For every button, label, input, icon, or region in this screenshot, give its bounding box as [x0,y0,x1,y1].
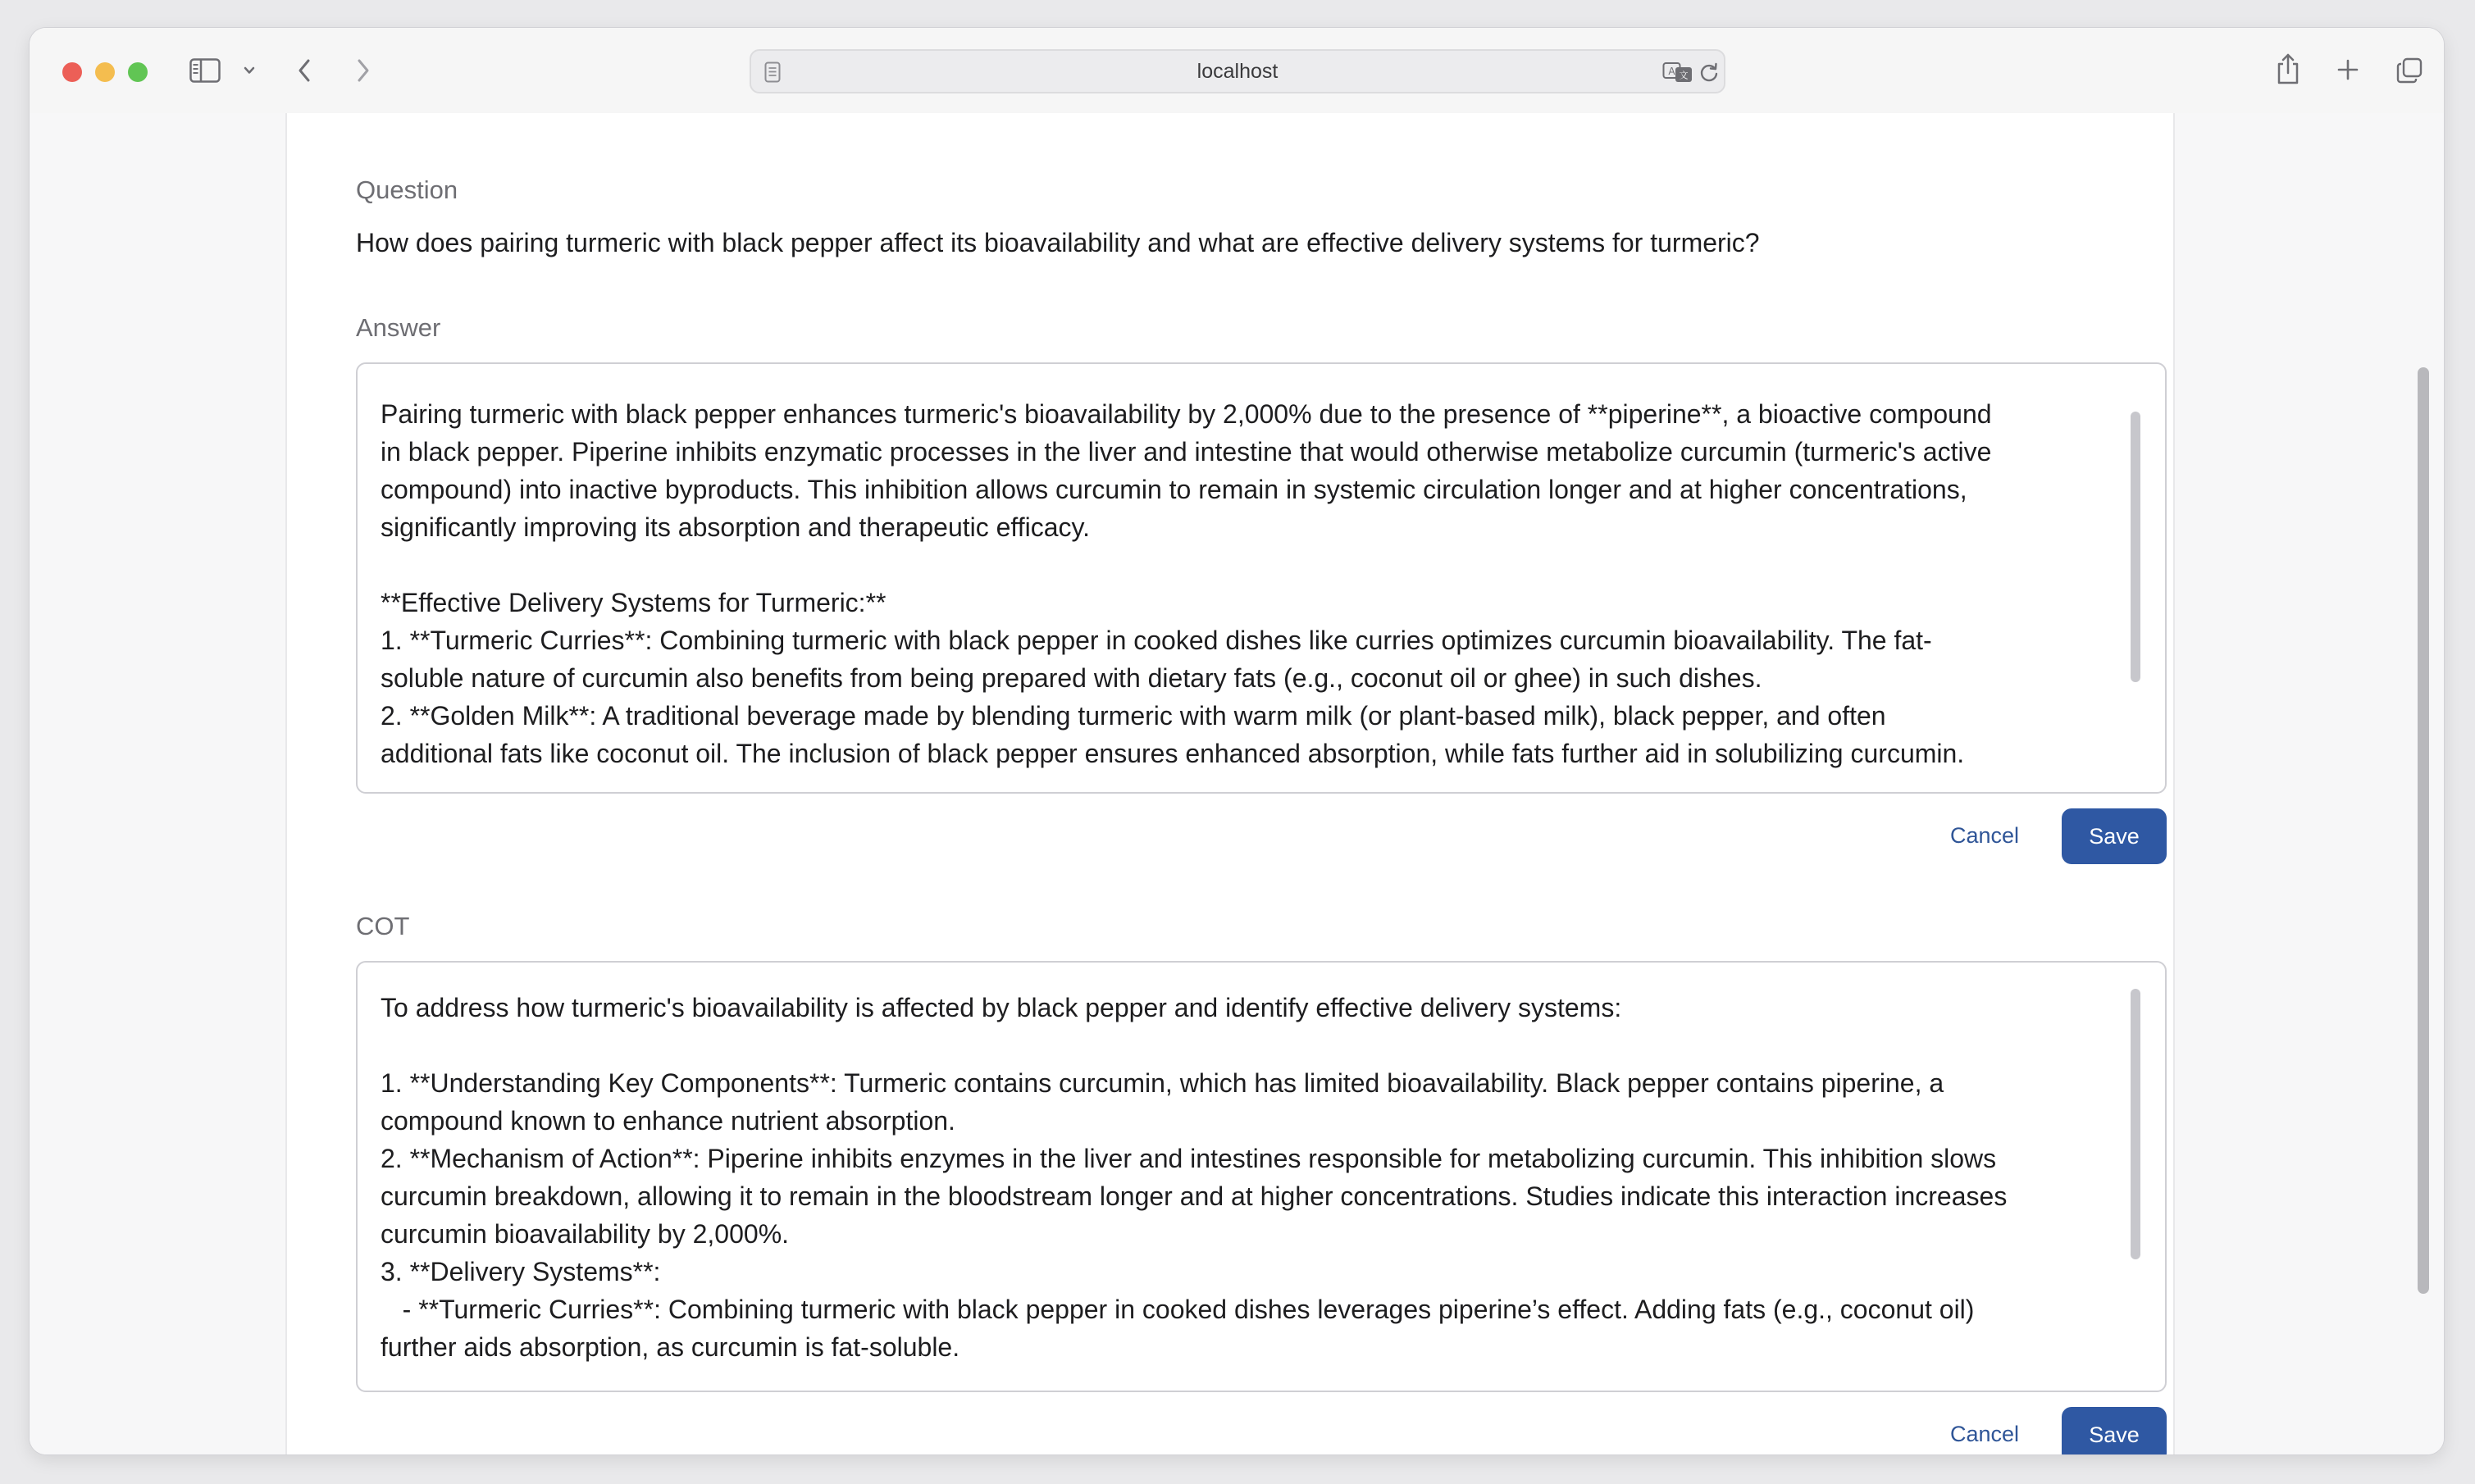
share-icon[interactable] [2275,51,2301,87]
answer-text: Pairing turmeric with black pepper enhances turmeric's bioavailability by 2,000% due to the presence of **piperine**, a bioactive compound in black pepper. Piperine inhibits enzymatic processes in the liver and intestine that would otherwise metabolize curcumin (turmeric's active compound) into inactive byproducts. This inhibition allows curcumin to remain in systemic circulation longer and at higher concentrations, significantly improving its absorption and therapeutic efficacy. **Effective Delivery Systems for Turmeric:** 1. **Turmeric Curries**: Combining turmeric with black pepper in cooked dishes like curries optimizes curcumin bioavailability. The fat- soluble nature of curcumin also benefits from being prepared with dietary fats (e.g., coconut oil or ghee) in such dishes. 2. **Golden Milk**: A traditional beverage made by blending turmeric with warm milk (or plant-based milk), black pepper, and often additional fats like coconut oil. The inclusion of black pepper ensures enhanced absorption, while fats further aid in solubilizing curcumin. [381,399,1992,768]
minimize-window-button[interactable] [95,62,115,82]
answer-cancel-button[interactable]: Cancel [1950,823,2020,848]
question-text: How does pairing turmeric with black pepper affect its bioavailability and what are effective delivery systems for turmeric? [356,228,1760,257]
answer-save-button[interactable]: Save [2062,808,2167,864]
page-content [30,113,2444,1454]
svg-text:A: A [1668,66,1675,77]
cot-label: COT [356,912,410,940]
tab-overview-icon[interactable] [2395,56,2424,85]
sidebar-toggle-icon[interactable] [189,57,221,84]
reload-icon[interactable] [1698,61,1721,84]
cot-cancel-button[interactable]: Cancel [1950,1422,2020,1446]
cot-scrollbar[interactable] [2131,989,2140,1259]
close-window-button[interactable] [62,62,82,82]
answer-label: Answer [356,313,441,342]
page-scrollbar[interactable] [2418,367,2429,1294]
cot-save-button[interactable]: Save [2062,1407,2167,1454]
chevron-down-icon[interactable] [241,64,258,77]
browser-toolbar [30,28,2444,115]
cot-textarea[interactable] [356,961,2167,1392]
back-icon[interactable] [292,56,317,85]
new-tab-icon[interactable] [2336,57,2360,82]
translate-icon[interactable] [1661,61,1694,84]
qa-editor-panel [285,113,2175,1454]
cot-text: To address how turmeric's bioavailability is affected by black pepper and identify effective delivery systems: 1. **Understanding Key Components**: Turmeric contains curcumin, which has limited bioavailability. Black pepper contains piperine, a compound known to enhance nutrient absorption. 2. **Mechanism of Action**: Piperine inhibits enzymes in the liver and intestines responsible for metabolizing curcumin. This inhibition slows curcumin breakdown, allowing it to remain in the bloodstream longer and at higher concentrations. Studies indicate this interaction increases curcumin bioavailability by 2,000%. 3. **Delivery Systems**: - **Turmeric Curries**: Combining turmeric with black pepper in cooked dishes leverages piperine’s effect. Adding fats (e.g., coconut oil) further aids absorption, as curcumin is fat-soluble. [381,993,2008,1362]
svg-text:文: 文 [1679,70,1689,81]
forward-icon[interactable] [351,56,376,85]
address-bar[interactable] [750,49,1725,93]
question-label: Question [356,175,458,204]
url-text: localhost [1196,60,1279,83]
answer-scrollbar[interactable] [2131,412,2140,682]
browser-window [30,28,2444,1454]
answer-textarea[interactable] [356,362,2167,794]
zoom-window-button[interactable] [128,62,148,82]
